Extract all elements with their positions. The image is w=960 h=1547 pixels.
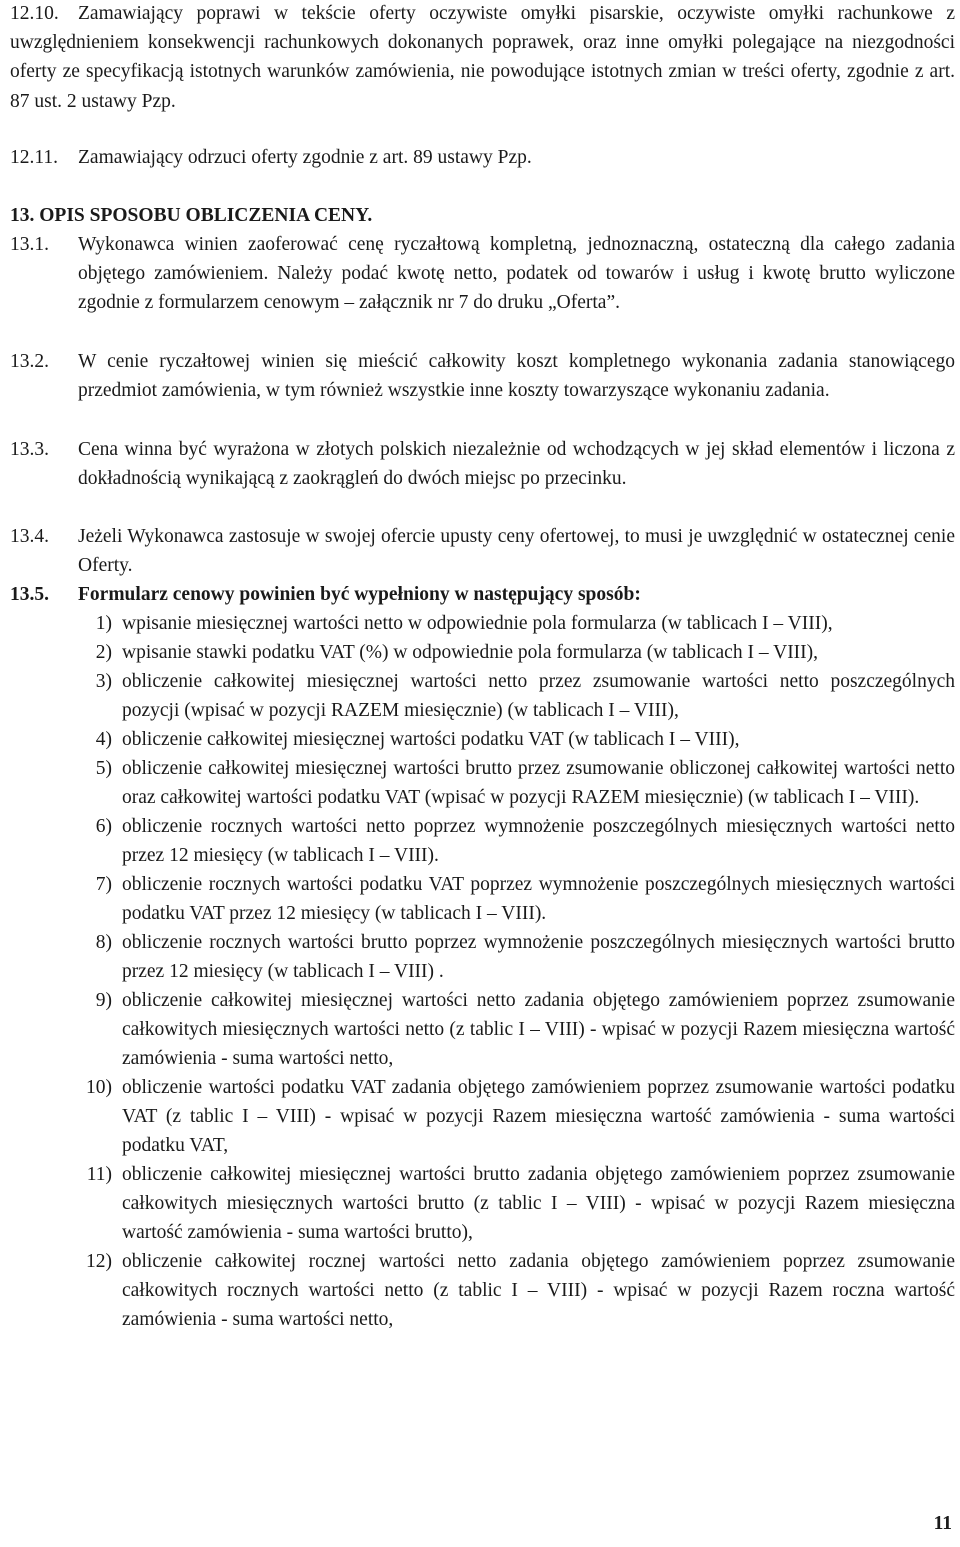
paragraph-text: Jeżeli Wykonawca zastosuje w swojej ofercie upusty ceny ofertowej, to musi je uwzględnić w ostatecznej cenie Oferty.: [78, 526, 955, 577]
list-item: [50, 725, 955, 754]
list-item-text: obliczenie całkowitej rocznej wartości netto zadania objętego zamówieniem poprzez zsumowanie całkowitych rocznych wartości netto (z tablic I – VIII) - wpisać w pozycji Razem roczna wartość zamówienia - suma wartości netto,: [122, 1251, 955, 1330]
page-number: 11: [933, 1513, 952, 1534]
paragraph-text: Cena winna być wyrażona w złotych polskich niezależnie od wchodzących w jej skład elementów i liczona z dokładnością wynikającą z zaokrągleń do dwóch miejsc po przecinku.: [78, 439, 955, 490]
paragraph-number: 12.10.: [10, 3, 59, 24]
paragraph-number: 13.4.: [10, 526, 49, 547]
list-item-text: obliczenie całkowitej miesięcznej wartości podatku VAT (w tablicach I – VIII),: [122, 729, 740, 750]
list-item-number: 12): [86, 1251, 112, 1272]
list-item-number: 5): [95, 758, 112, 779]
list-item-text: obliczenie rocznych wartości netto poprzez wymnożenie poszczególnych miesięcznych wartości netto przez 12 miesięcy (w tablicach I – VIII).: [122, 816, 955, 866]
paragraph-text: Formularz cenowy powinien być wypełniony w następujący sposób:: [78, 584, 641, 605]
list-item-number: 1): [95, 613, 112, 634]
section-heading-13: 13. OPIS SPOSOBU OBLICZENIA CENY.: [10, 205, 373, 226]
list-item: [50, 638, 955, 667]
paragraph-13-3: [10, 435, 955, 493]
paragraph-13-2: [10, 347, 955, 405]
list-item-text: wpisanie miesięcznej wartości netto w odpowiednie pola formularza (w tablicach I – VIII),: [122, 613, 833, 634]
list-item-text: wpisanie stawki podatku VAT (%) w odpowiednie pola formularza (w tablicach I – VIII),: [122, 642, 819, 663]
list-item-number: 6): [95, 816, 112, 837]
paragraph-number: 13.1.: [10, 234, 49, 255]
paragraph-text: Wykonawca winien zaoferować cenę ryczałtową kompletną, jednoznaczną, ostateczną dla całego zadania objętego zamówieniem. Należy podać kwotę netto, podatek od towarów i usług i kwotę brutto wyliczone zgodnie z formularzem cenowym – załącznik nr 7 do druku „Oferta”.: [78, 234, 955, 314]
list-item: [50, 812, 955, 870]
list-item-text: obliczenie całkowitej miesięcznej wartości brutto zadania objętego zamówieniem poprzez zsumowanie całkowitych miesięcznych wartości brutto (z tablic I – VIII) - wpisać w pozycji Razem miesięczna wartość zamówienia - suma wartości brutto),: [122, 1164, 955, 1243]
list-item-number: 4): [95, 729, 112, 750]
list-item-text: obliczenie rocznych wartości podatku VAT poprzez wymnożenie poszczególnych miesięcznych wartości podatku VAT przez 12 miesięcy (w tablicach I – VIII).: [122, 874, 955, 924]
list-item-number: 7): [95, 874, 112, 895]
paragraph-12-11: [10, 143, 955, 172]
list-item-number: 2): [95, 642, 112, 663]
paragraph-number: 13.2.: [10, 351, 49, 372]
paragraph-number: 13.5.: [10, 584, 49, 605]
list-item-text: obliczenie całkowitej miesięcznej wartości netto zadania objętego zamówieniem poprzez zsumowanie całkowitych miesięcznych wartości netto (z tablic I – VIII) - wpisać w pozycji Razem miesięczna wartość zamówienia - suma wartości netto,: [122, 990, 955, 1069]
list-item: [50, 1160, 955, 1247]
list-item-number: 9): [95, 990, 112, 1011]
list-item-text: obliczenie całkowitej miesięcznej wartości netto przez zsumowanie wartości netto poszczególnych pozycji (wpisać w pozycji RAZEM miesięcznie) (w tablicach I – VIII),: [122, 671, 955, 721]
list-item: [50, 667, 955, 725]
list-item: [50, 754, 955, 812]
list-item: [50, 986, 955, 1073]
list-item-number: 11): [86, 1164, 112, 1185]
paragraph-text: W cenie ryczałtowej winien się mieścić całkowity koszt kompletnego wykonania zadania stanowiącego przedmiot zamówienia, w tym również wszystkie inne koszty towarzyszące wykonaniu zadania.: [78, 351, 955, 402]
list-item-text: obliczenie rocznych wartości brutto poprzez wymnożenie poszczególnych miesięcznych wartości brutto przez 12 miesięcy (w tablicach I – VIII) .: [122, 932, 955, 982]
list-item: [50, 1073, 955, 1160]
paragraph-13-1: [10, 230, 955, 318]
instruction-list: [50, 609, 955, 1334]
paragraph-13-5: [10, 580, 955, 609]
list-item-text: obliczenie całkowitej miesięcznej wartości brutto przez zsumowanie obliczonej całkowitej wartości netto oraz całkowitej wartości podatku VAT (wpisać w pozycji RAZEM miesięcznie) (w tablicach I – VIII).: [122, 758, 955, 808]
list-item: [50, 609, 955, 638]
list-item: [50, 1247, 955, 1334]
paragraph-number: 12.11.: [10, 147, 59, 168]
list-item-number: 3): [95, 671, 112, 692]
paragraph-text: Zamawiający odrzuci oferty zgodnie z art. 89 ustawy Pzp.: [78, 147, 532, 168]
list-item-number: 10): [86, 1077, 112, 1098]
paragraph-text: Zamawiający poprawi w tekście oferty oczywiste omyłki pisarskie, oczywiste omyłki rachunkowe z uwzględnieniem konsekwencji rachunkowych dokonanych poprawek, oraz inne omyłki polegające na niezgodności oferty ze specyfikacją istotnych warunków zamówienia, nie powodujące istotnych zmian w treści oferty, zgodnie z art. 87 ust. 2 ustawy Pzp.: [10, 3, 955, 112]
paragraph-12-10: [10, 0, 955, 116]
list-item: [50, 870, 955, 928]
list-item-text: obliczenie wartości podatku VAT zadania objętego zamówieniem poprzez zsumowanie wartości podatku VAT (z tablic I – VIII) - wpisać w pozycji Razem miesięczna wartość zamówienia - suma wartości podatku VAT,: [122, 1077, 955, 1156]
list-item-number: 8): [95, 932, 112, 953]
list-item: [50, 928, 955, 986]
paragraph-number: 13.3.: [10, 439, 49, 460]
paragraph-13-4: [10, 522, 955, 580]
